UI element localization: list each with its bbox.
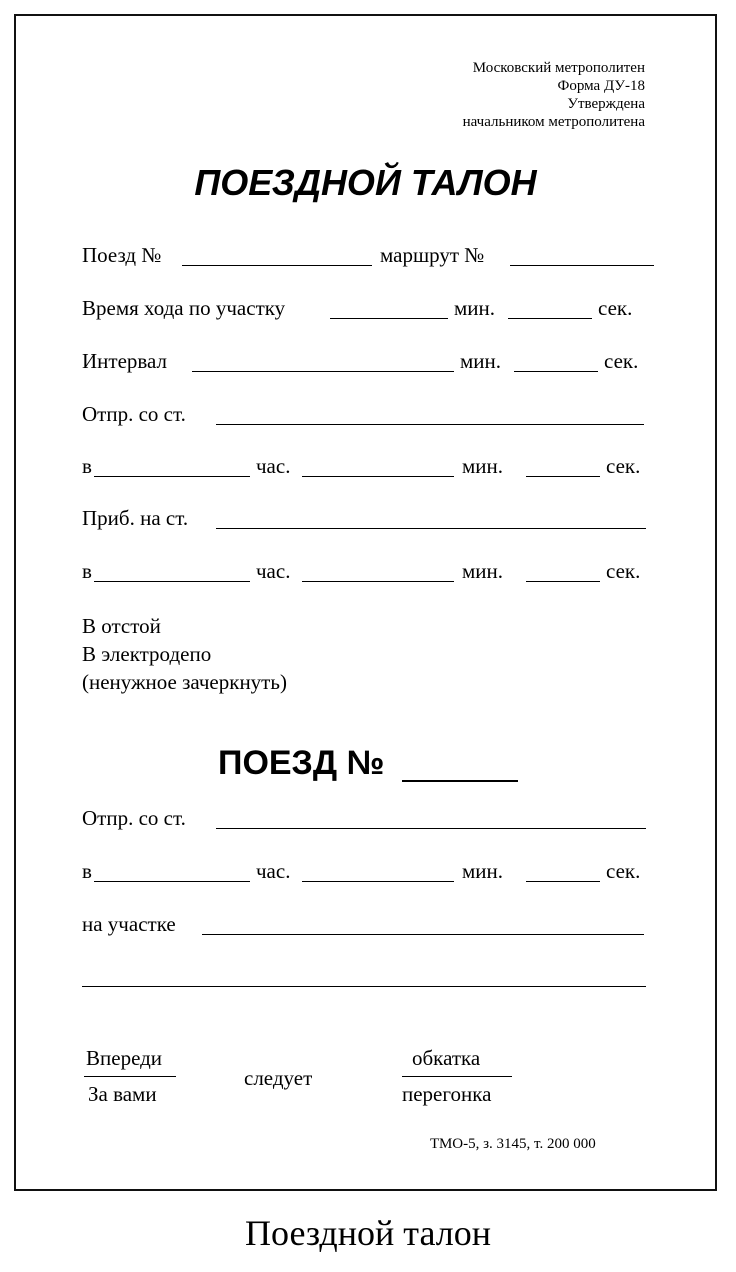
depart-hour-field[interactable] [94, 476, 250, 477]
ahead-fraction-bar [84, 1076, 176, 1077]
header-by: начальником метрополитена [462, 114, 645, 130]
train-no-label: Поезд № [82, 243, 162, 267]
on-section-label: на участке [82, 912, 176, 936]
arrive-at-label: в [82, 559, 92, 583]
depart-station-field[interactable] [216, 424, 644, 425]
train-ticket-form [14, 14, 717, 1191]
follows-label: следует [244, 1066, 313, 1090]
train-no-field[interactable] [182, 265, 372, 266]
run-time-sec-label: сек. [598, 296, 633, 320]
route-no-label: маршрут № [380, 243, 485, 267]
interval-label: Интервал [82, 349, 168, 373]
depart-sec-label: сек. [606, 454, 641, 478]
arrive-station-field[interactable] [216, 528, 646, 529]
arrive-hour-label: час. [256, 559, 291, 583]
section2-depart-label: Отпр. со ст. [82, 806, 186, 830]
arrive-min-label: мин. [462, 559, 504, 583]
section2-hour-field[interactable] [94, 881, 250, 882]
section2-sec-field[interactable] [526, 881, 600, 882]
figure-caption: Поездной талон [245, 1213, 491, 1253]
depart-at-label: в [82, 454, 92, 478]
disposition-depot[interactable]: В электродепо [82, 642, 212, 666]
form-title: ПОЕЗДНОЙ ТАЛОН [194, 162, 537, 203]
arrive-sec-field[interactable] [526, 581, 600, 582]
depart-min-field[interactable] [302, 476, 454, 477]
section2-train-no-field[interactable] [402, 780, 518, 782]
interval-min-field[interactable] [192, 371, 454, 372]
on-section-field[interactable] [202, 934, 644, 935]
section2-sec-label: сек. [606, 859, 641, 883]
section2-title: ПОЕЗД № [218, 744, 385, 782]
section2-min-label: мин. [462, 859, 504, 883]
interval-min-label: мин. [460, 349, 502, 373]
arrive-min-field[interactable] [302, 581, 454, 582]
arrive-hour-field[interactable] [94, 581, 250, 582]
section2-hour-label: час. [256, 859, 291, 883]
arrive-label: Приб. на ст. [82, 506, 189, 530]
header-approved: Утверждена [567, 96, 645, 112]
section2-depart-station-field[interactable] [216, 828, 646, 829]
interval-sec-field[interactable] [514, 371, 598, 372]
header-form: Форма ДУ-18 [557, 78, 645, 94]
run-time-label: Время хода по участку [82, 296, 286, 320]
ahead-label: Впереди [86, 1046, 163, 1070]
run-time-sec-field[interactable] [508, 318, 592, 319]
behind-label: За вами [88, 1082, 157, 1106]
interval-sec-label: сек. [604, 349, 639, 373]
run-time-min-field[interactable] [330, 318, 448, 319]
section2-at-label: в [82, 859, 92, 883]
arrive-sec-label: сек. [606, 559, 641, 583]
run-in-label: обкатка [412, 1046, 481, 1070]
section2-min-field[interactable] [302, 881, 454, 882]
depart-hour-label: час. [256, 454, 291, 478]
run-in-fraction-bar [402, 1076, 512, 1077]
disposition-block [82, 612, 287, 696]
depart-min-label: мин. [462, 454, 504, 478]
route-no-field[interactable] [510, 265, 654, 266]
depart-sec-field[interactable] [526, 476, 600, 477]
on-section-field-2[interactable] [82, 986, 646, 987]
header-block [463, 59, 645, 131]
disposition-storage[interactable]: В отстой [82, 614, 161, 638]
run-time-min-label: мин. [454, 296, 496, 320]
print-info: ТМО-5, з. 3145, т. 200 000 [430, 1136, 596, 1152]
depart-label: Отпр. со ст. [82, 402, 186, 426]
header-org: Московский метрополитен [472, 60, 645, 76]
stretch-label: перегонка [402, 1082, 492, 1106]
disposition-note: (ненужное зачеркнуть) [82, 670, 287, 694]
